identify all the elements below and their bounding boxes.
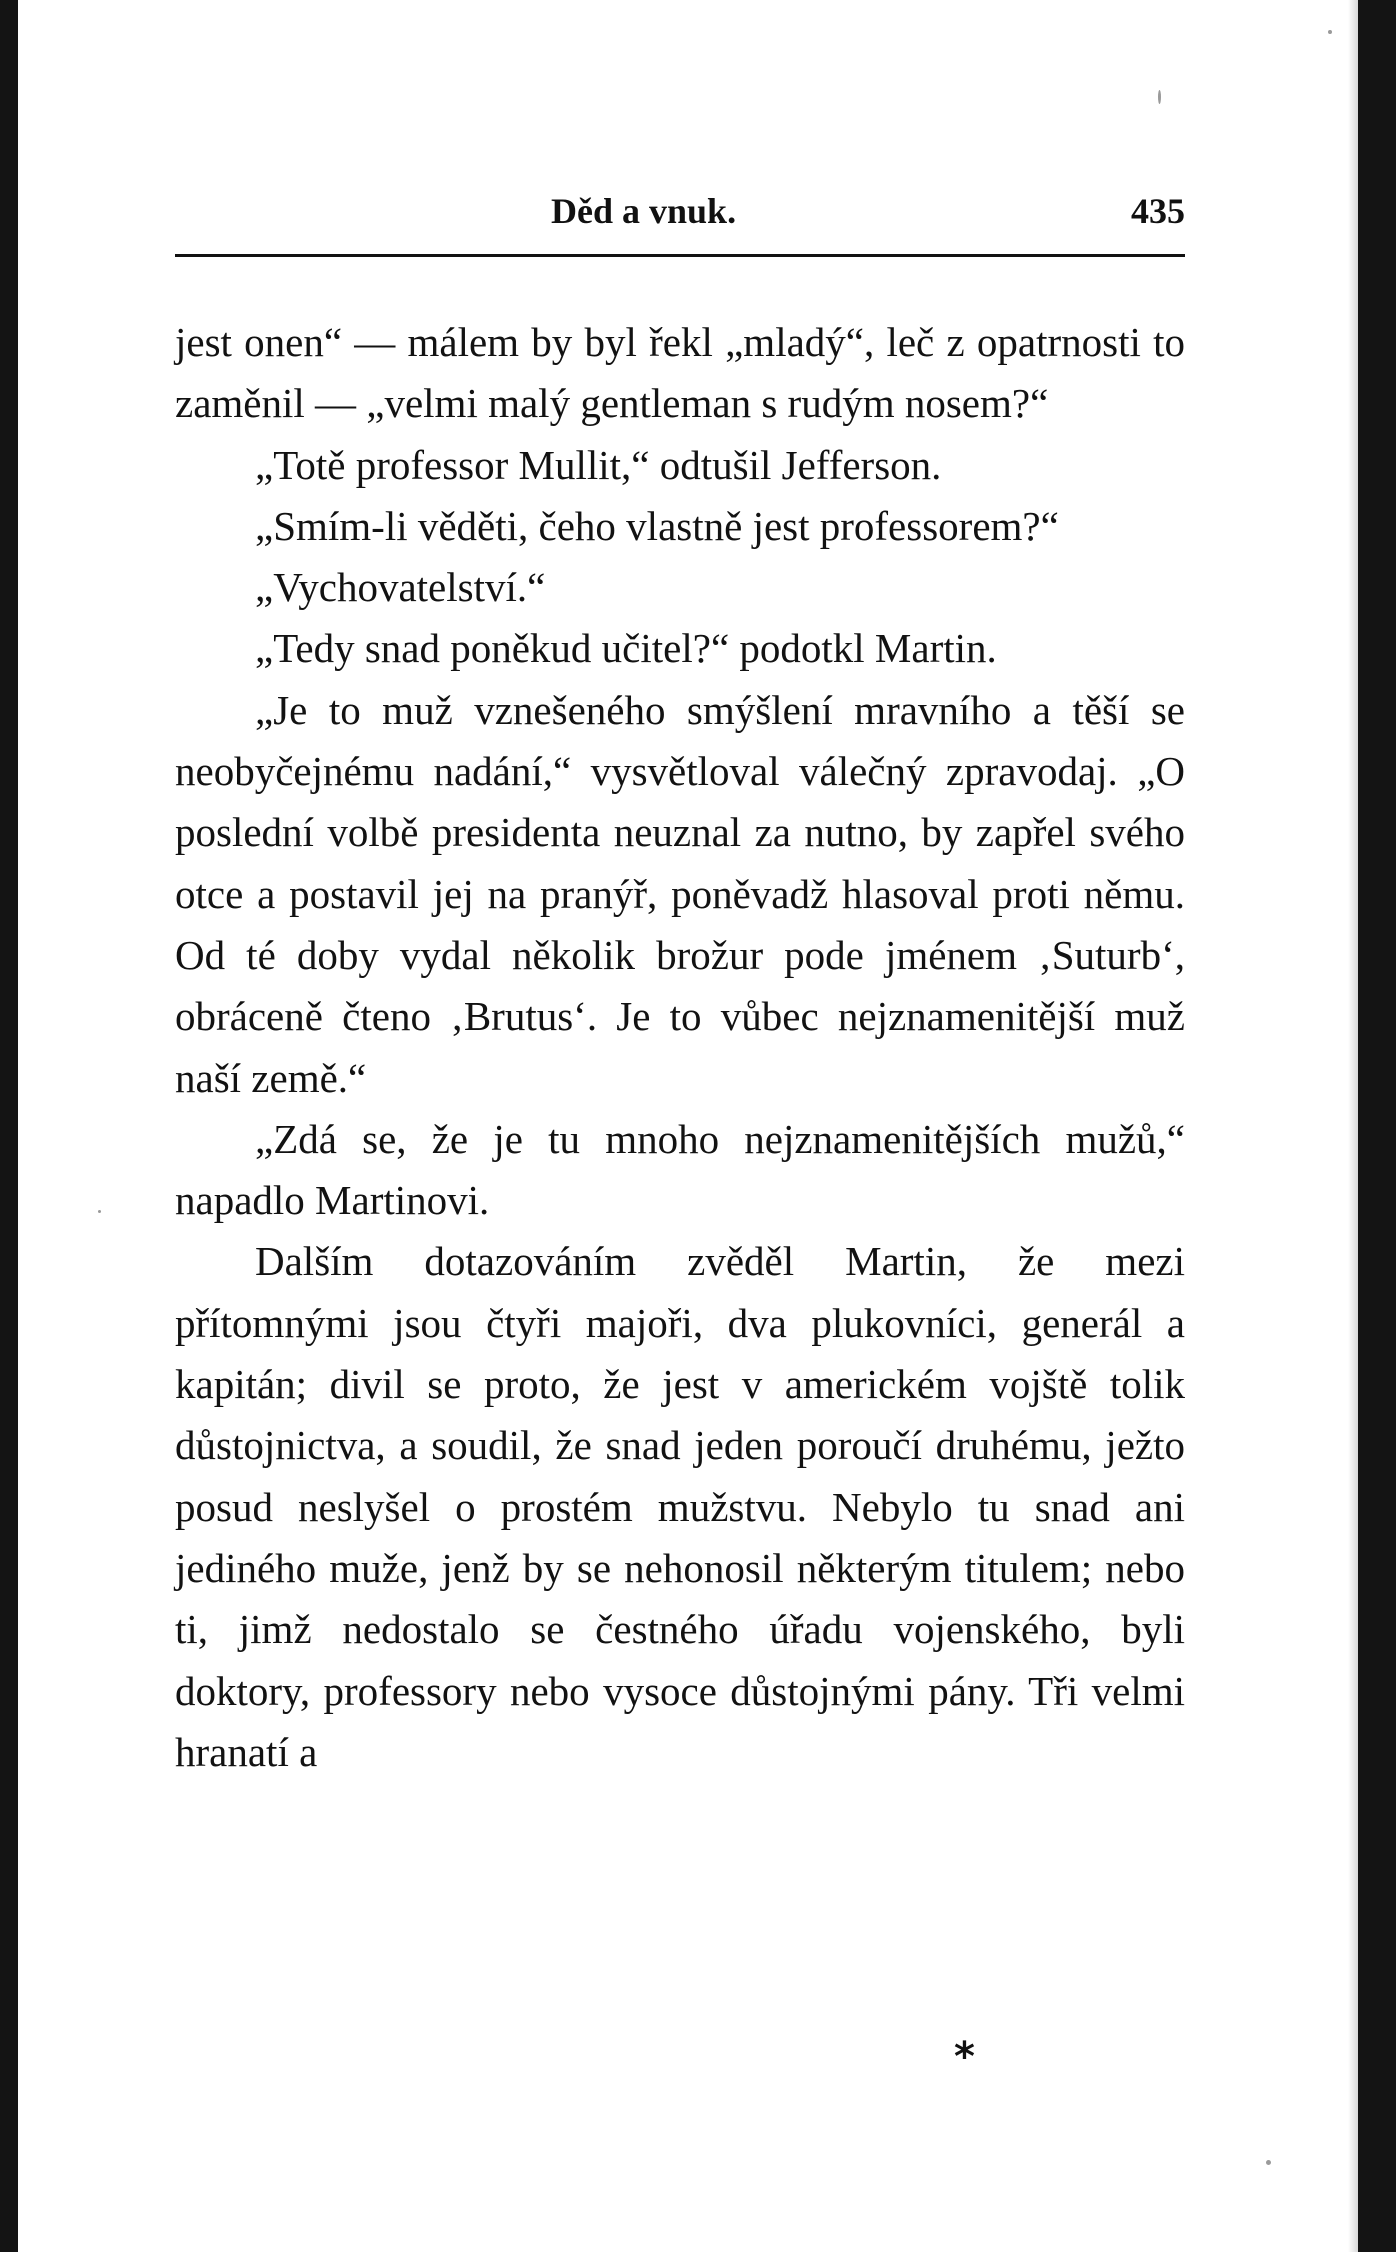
running-title: Děd a vnuk.	[551, 191, 737, 231]
signature-mark: *	[954, 2034, 975, 2080]
print-speck	[1328, 30, 1332, 34]
body-text	[175, 312, 1185, 1783]
paragraph: „Vychovatelství.“	[255, 564, 546, 611]
page-number: 435	[1131, 191, 1185, 231]
paragraph: „Zdá se, že je tu mnoho nejznamenitějších mužů,“ napadlo Martinovi.	[175, 1115, 1185, 1224]
book-page	[18, 0, 1358, 2252]
print-speck	[98, 1210, 101, 1213]
page-edge-shadow	[1348, 0, 1358, 2252]
paragraph: „Smím-li věděti, čeho vlastně jest professorem?“	[255, 502, 1059, 549]
print-speck	[1158, 90, 1161, 104]
paragraph: „Totě professor Mullit,“ odtušil Jefferson.	[255, 441, 942, 488]
print-speck	[1266, 2160, 1271, 2165]
paragraph: „Tedy snad poněkud učitel?“ podotkl Martin.	[255, 625, 997, 672]
running-head	[175, 190, 1185, 242]
paragraph: „Je to muž vznešeného smýšlení mravního a těší se neobyčejnému nadání,“ vysvětloval válečný zpravodaj. „O poslední volbě presidenta neuznal za nutno, by zapřel svého otce a postavil jej na pranýř, poněvadž hlasoval proti němu. Od té doby vydal několik brožur pode jménem ‚Suturb‘, obráceně čteno ‚Brutus‘. Je to vůbec nejznamenitější muž naší země.“	[175, 686, 1185, 1101]
header-rule	[175, 254, 1185, 257]
paragraph: Dalším dotazováním zvěděl Martin, že mezi přítomnými jsou čtyři majoři, dva plukovníci, generál a kapitán; divil se proto, že jest v americkém vojště tolik důstojnictva, a soudil, že snad jeden poroučí druhému, ježto posud neslyšel o prostém mužstvu. Nebylo tu snad ani jediného muže, jenž by se nehonosil některým titulem; nebo ti, jimž nedostalo se čestného úřadu vojenského, byli doktory, professory nebo vysoce důstojnými pány. Tři velmi hranatí a	[175, 1238, 1185, 1775]
paragraph: jest onen“ — málem by byl řekl „mladý“, leč z opatrnosti to zaměnil — „velmi malý gentleman s rudým nosem?“	[175, 319, 1185, 427]
